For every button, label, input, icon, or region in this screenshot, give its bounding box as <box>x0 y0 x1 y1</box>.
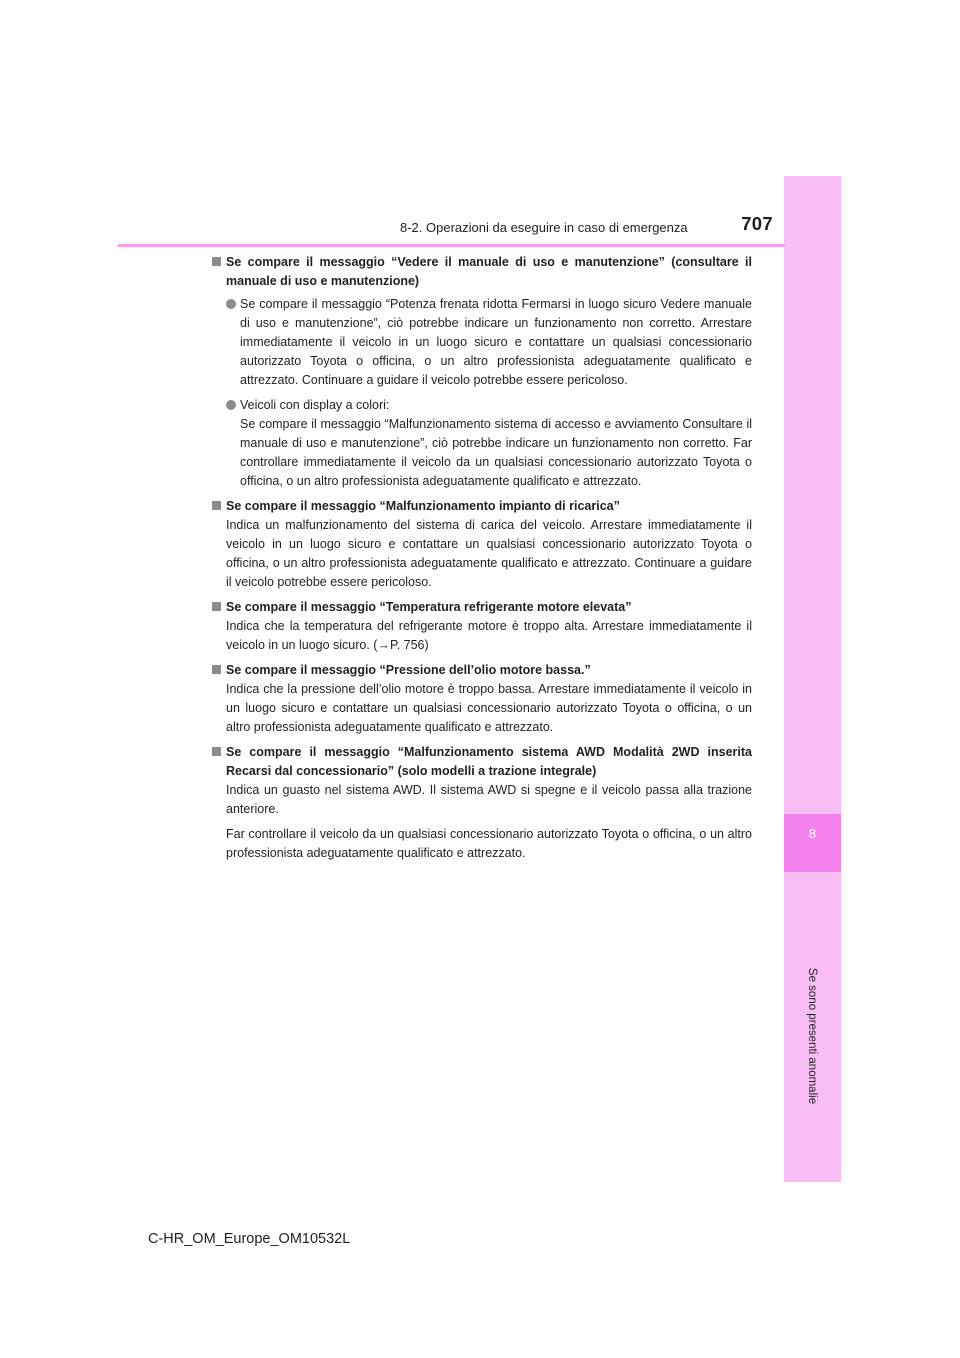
document-code: C-HR_OM_Europe_OM10532L <box>148 1231 351 1247</box>
section-heading: Se compare il messaggio “Temperatura refrigerante motore elevata” <box>226 600 632 614</box>
section-body: Indica che la pressione dell’olio motore è troppo bassa. Arrestare immediatamente il veicolo in un luogo sicuro e contattare un qualsiasi concessionario autorizzato Toyota o officina, o un altro professionista adeguatamente qualificato e attrezzato. <box>226 682 752 734</box>
square-bullet-icon <box>212 665 221 674</box>
list-item-text: Veicoli con display a colori: <box>240 398 390 412</box>
header-divider <box>118 244 785 247</box>
section-body: Indica un guasto nel sistema AWD. Il sistema AWD si spegne e il veicolo passa alla trazione anteriore. <box>226 783 752 816</box>
section-item <box>212 743 752 863</box>
section-title: 8-2. Operazioni da eseguire in caso di emergenza <box>400 220 688 235</box>
round-bullet-icon <box>226 400 236 410</box>
page-content <box>212 253 752 869</box>
page-number: 707 <box>741 213 773 234</box>
chapter-number-tab[interactable] <box>784 814 841 872</box>
section-heading: Se compare il messaggio “Malfunzionamento sistema AWD Modalità 2WD inserita Recarsi dal concessionario” (solo modelli a trazione integrale) <box>226 745 752 778</box>
section-body: Indica che la temperatura del refrigerante motore è troppo alta. Arrestare immediatamente il veicolo in un luogo sicuro. (→P. 756) <box>226 619 752 652</box>
section-item <box>212 598 752 655</box>
square-bullet-icon <box>212 602 221 611</box>
chapter-label: Se sono presenti anomalie <box>806 967 818 1105</box>
square-bullet-icon <box>212 501 221 510</box>
section-heading: Se compare il messaggio “Vedere il manuale di uso e manutenzione” (consultare il manuale di uso e manutenzione) <box>226 255 752 288</box>
section-heading: Se compare il messaggio “Pressione dell’olio motore bassa.” <box>226 663 591 677</box>
square-bullet-icon <box>212 257 221 266</box>
chapter-number: 8 <box>808 826 817 841</box>
section-heading: Se compare il messaggio “Malfunzionamento impianto di ricarica” <box>226 499 620 513</box>
list-item <box>226 295 752 390</box>
section-item <box>212 253 752 491</box>
list-item <box>226 396 752 491</box>
square-bullet-icon <box>212 747 221 756</box>
section-body: Far controllare il veicolo da un qualsiasi concessionario autorizzato Toyota o officina, o un altro professionista adeguatamente qualificato e attrezzato. <box>226 827 752 860</box>
list-item-text: Se compare il messaggio “Malfunzionamento sistema di accesso e avviamento Consultare il manuale di uso e manutenzione”, ciò potrebbe indicare un funzionamento non corretto. Far controllare immediatamente il veicolo da un qualsiasi concessionario autorizzato Toyota o officina, o un altro professionista adeguatamente qualificato e attrezzato. <box>240 417 752 488</box>
section-item <box>212 497 752 592</box>
section-item <box>212 661 752 737</box>
round-bullet-icon <box>226 299 236 309</box>
section-body: Indica un malfunzionamento del sistema di carica del veicolo. Arrestare immediatamente il veicolo in un luogo sicuro e contattare un qualsiasi concessionario autorizzato Toyota o officina, o un altro professionista adeguatamente qualificato e attrezzato. Continuare a guidare il veicolo potrebbe essere pericoloso. <box>226 518 752 589</box>
list-item-text: Se compare il messaggio “Potenza frenata ridotta Fermarsi in luogo sicuro Vedere manuale di uso e manutenzione”, ciò potrebbe indicare un funzionamento non corretto. Arrestare immediatamente il veicolo in un luogo sicuro e contattare un qualsiasi concessionario autorizzato Toyota o officina, o un altro professionista adeguatamente qualificato e attrezzato. Continuare a guidare il veicolo potrebbe essere pericoloso. <box>240 297 752 387</box>
